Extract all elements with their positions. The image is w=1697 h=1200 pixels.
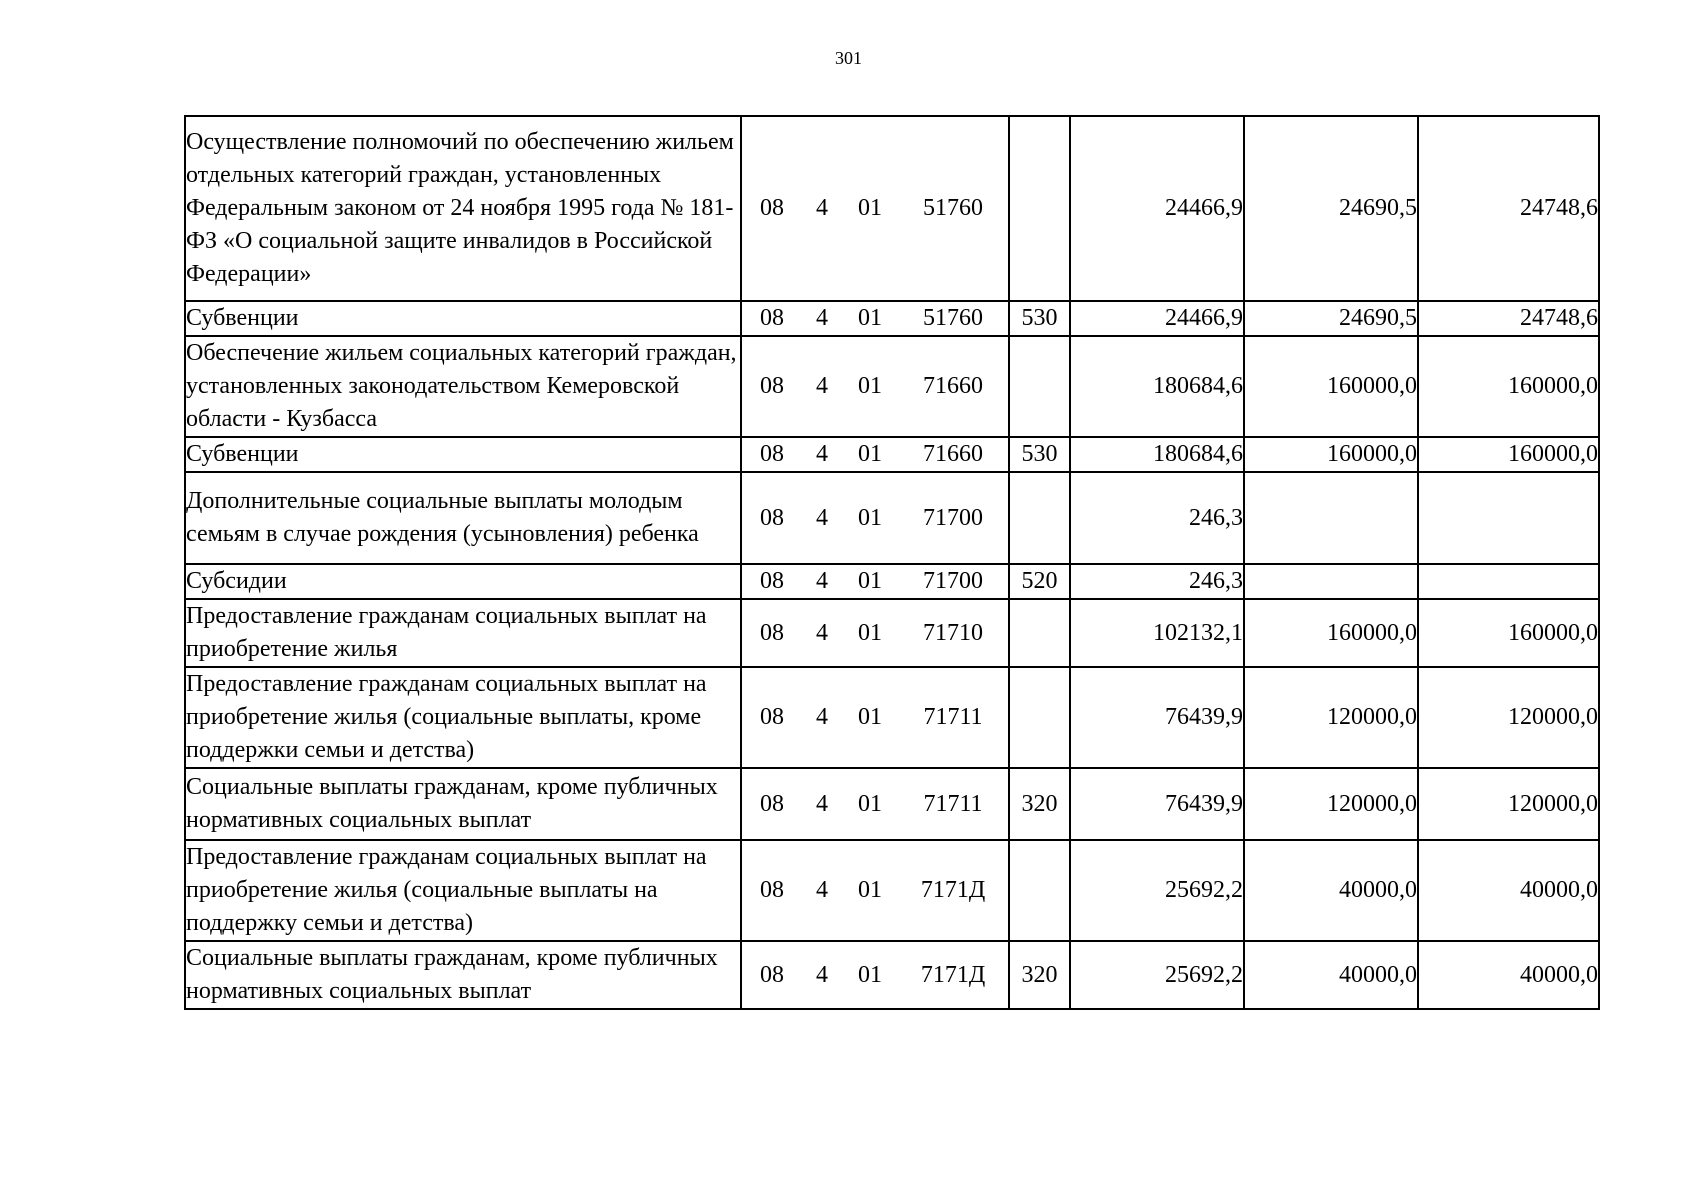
budget-table (184, 115, 1600, 1010)
expense-type-cell (1009, 599, 1070, 667)
direction-code: 71711 (923, 704, 983, 730)
expense-name-cell: Предоставление гражданам социальных выплат на приобретение жилья (социальные выплаты, кроме поддержки семьи и детства) (185, 667, 741, 768)
amount-year3-cell: 120000,0 (1418, 768, 1599, 840)
amount-year1-cell: 246,3 (1070, 564, 1244, 599)
section-code: 08 (760, 961, 784, 988)
subprogram-code: 01 (858, 373, 882, 399)
amount-year2-cell (1244, 564, 1418, 599)
expense-name-cell: Субвенции (185, 437, 741, 472)
program-code: 4 (816, 619, 828, 646)
program-code: 4 (816, 961, 828, 988)
amount-year1-cell: 24466,9 (1070, 116, 1244, 301)
amount-year2-cell: 40000,0 (1244, 941, 1418, 1009)
amount-year3-cell: 40000,0 (1418, 840, 1599, 941)
amount-year2-cell: 40000,0 (1244, 840, 1418, 941)
direction-code: 51760 (923, 195, 983, 221)
amount-year1-cell: 180684,6 (1070, 336, 1244, 437)
program-code: 4 (816, 504, 828, 531)
subprogram-code: 01 (858, 195, 882, 221)
expense-type-cell (1009, 667, 1070, 768)
subprogram-code: 01 (858, 504, 882, 531)
program-code: 4 (816, 305, 828, 331)
table-body (185, 116, 1599, 1009)
expense-type-cell (1009, 840, 1070, 941)
expense-name-cell: Осуществление полномочий по обеспечению жильем отдельных категорий граждан, установленных Федеральным законом от 24 ноября 1995 года № 181-ФЗ «О социальной защите инвалидов в Российской Федерации» (185, 116, 741, 301)
expense-name-cell: Социальные выплаты гражданам, кроме публичных нормативных социальных выплат (185, 941, 741, 1009)
budget-codes-cell (741, 840, 1009, 941)
program-code: 4 (816, 373, 828, 399)
budget-codes-cell (741, 116, 1009, 301)
table-row (185, 472, 1599, 564)
expense-name-cell: Обеспечение жильем социальных категорий граждан, установленных законодательством Кемеровской области - Кузбасса (185, 336, 741, 437)
expense-type-cell (1009, 116, 1070, 301)
expense-type-cell (1009, 336, 1070, 437)
table-row (185, 599, 1599, 667)
direction-code: 7171Д (920, 961, 986, 988)
amount-year2-cell: 120000,0 (1244, 667, 1418, 768)
expense-type-cell: 320 (1009, 768, 1070, 840)
subprogram-code: 01 (858, 305, 882, 331)
subprogram-code: 01 (858, 961, 882, 988)
direction-code: 7171Д (920, 877, 986, 903)
amount-year1-cell: 76439,9 (1070, 768, 1244, 840)
budget-codes-cell (741, 472, 1009, 564)
amount-year1-cell: 24466,9 (1070, 301, 1244, 336)
budget-codes-cell (741, 336, 1009, 437)
amount-year1-cell: 76439,9 (1070, 667, 1244, 768)
table-row (185, 667, 1599, 768)
amount-year3-cell: 40000,0 (1418, 941, 1599, 1009)
amount-year1-cell: 25692,2 (1070, 840, 1244, 941)
subprogram-code: 01 (858, 568, 882, 594)
section-code: 08 (760, 373, 784, 399)
budget-codes-cell (741, 301, 1009, 336)
table-row (185, 301, 1599, 336)
subprogram-code: 01 (858, 704, 882, 730)
expense-name-cell: Предоставление гражданам социальных выплат на приобретение жилья (социальные выплаты на поддержку семьи и детства) (185, 840, 741, 941)
program-code: 4 (816, 568, 828, 594)
expense-type-cell (1009, 472, 1070, 564)
expense-name-cell: Субвенции (185, 301, 741, 336)
expense-name-cell: Социальные выплаты гражданам, кроме публичных нормативных социальных выплат (185, 768, 741, 840)
section-code: 08 (760, 568, 784, 594)
page-number: 301 (835, 48, 862, 68)
direction-code: 71660 (923, 373, 983, 399)
section-code: 08 (760, 504, 784, 531)
program-code: 4 (816, 704, 828, 730)
expense-name-cell: Субсидии (185, 564, 741, 599)
direction-code: 71711 (923, 790, 983, 817)
direction-code: 51760 (923, 305, 983, 331)
budget-codes-cell (741, 564, 1009, 599)
amount-year2-cell: 160000,0 (1244, 336, 1418, 437)
budget-codes-cell (741, 437, 1009, 472)
amount-year3-cell (1418, 472, 1599, 564)
subprogram-code: 01 (858, 441, 882, 467)
amount-year3-cell: 24748,6 (1418, 116, 1599, 301)
direction-code: 71700 (923, 504, 983, 531)
program-code: 4 (816, 877, 828, 903)
amount-year3-cell: 160000,0 (1418, 437, 1599, 472)
direction-code: 71660 (923, 441, 983, 467)
expense-type-cell: 320 (1009, 941, 1070, 1009)
subprogram-code: 01 (858, 790, 882, 817)
expense-name-cell: Дополнительные социальные выплаты молодым семьям в случае рождения (усыновления) ребенка (185, 472, 741, 564)
subprogram-code: 01 (858, 619, 882, 646)
program-code: 4 (816, 441, 828, 467)
amount-year2-cell: 160000,0 (1244, 437, 1418, 472)
amount-year2-cell: 160000,0 (1244, 599, 1418, 667)
table-row (185, 336, 1599, 437)
table-row (185, 564, 1599, 599)
direction-code: 71700 (923, 568, 983, 594)
expense-name-cell: Предоставление гражданам социальных выплат на приобретение жилья (185, 599, 741, 667)
amount-year1-cell: 102132,1 (1070, 599, 1244, 667)
amount-year2-cell: 24690,5 (1244, 116, 1418, 301)
section-code: 08 (760, 619, 784, 646)
program-code: 4 (816, 790, 828, 817)
section-code: 08 (760, 877, 784, 903)
amount-year3-cell: 24748,6 (1418, 301, 1599, 336)
budget-codes-cell (741, 768, 1009, 840)
section-code: 08 (760, 704, 784, 730)
amount-year1-cell: 246,3 (1070, 472, 1244, 564)
section-code: 08 (760, 441, 784, 467)
table-row (185, 941, 1599, 1009)
amount-year3-cell: 120000,0 (1418, 667, 1599, 768)
program-code: 4 (816, 195, 828, 221)
amount-year3-cell: 160000,0 (1418, 336, 1599, 437)
budget-codes-cell (741, 941, 1009, 1009)
amount-year3-cell: 160000,0 (1418, 599, 1599, 667)
section-code: 08 (760, 790, 784, 817)
table-row (185, 116, 1599, 301)
amount-year1-cell: 25692,2 (1070, 941, 1244, 1009)
table-row (185, 840, 1599, 941)
budget-codes-cell (741, 599, 1009, 667)
subprogram-code: 01 (858, 877, 882, 903)
amount-year2-cell: 24690,5 (1244, 301, 1418, 336)
expense-type-cell: 520 (1009, 564, 1070, 599)
table-row (185, 768, 1599, 840)
expense-type-cell: 530 (1009, 301, 1070, 336)
amount-year2-cell (1244, 472, 1418, 564)
section-code: 08 (760, 195, 784, 221)
amount-year1-cell: 180684,6 (1070, 437, 1244, 472)
section-code: 08 (760, 305, 784, 331)
direction-code: 71710 (923, 619, 983, 646)
expense-type-cell: 530 (1009, 437, 1070, 472)
amount-year2-cell: 120000,0 (1244, 768, 1418, 840)
budget-codes-cell (741, 667, 1009, 768)
table-row (185, 437, 1599, 472)
amount-year3-cell (1418, 564, 1599, 599)
